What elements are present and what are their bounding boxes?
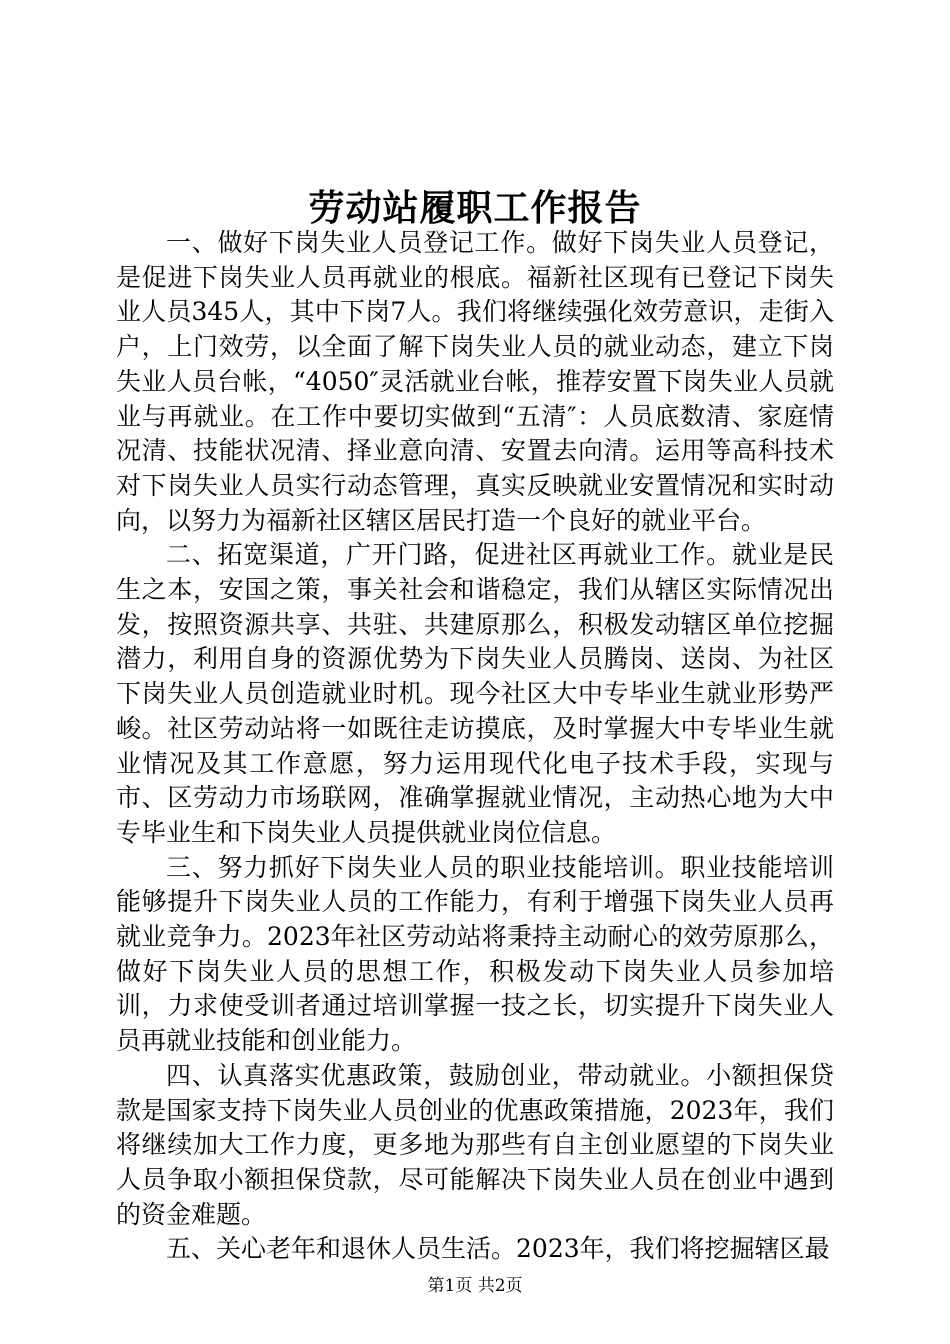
paragraph-1: 一、做好下岗失业人员登记工作。做好下岗失业人员登记，是促进下岗失业人员再就业的根底。福新社区现有已登记下岗失业人员345人，其中下岗7人。我们将继续强化效劳意识，走街入户，上门效劳，以全面了解下岗失业人员的就业动态，建立下岗失业人员台帐，“4050″灵活就业台帐，推荐安置下岗失业人员就业与再就业。在工作中要切实做到“五清″：人员底数清、家庭情况清、技能状况清、择业意向清、安置去向清。运用等高科技术对下岗失业人员实行动态管理，真实反映就业安置情况和实时动向，以努力为福新社区辖区居民打造一个良好的就业平台。 (116, 228, 834, 535)
page-footer: 第1页 共2页 (427, 1276, 523, 1296)
document-title: 劳动站履职工作报告 (308, 187, 642, 229)
paragraph-4: 四、认真落实优惠政策，鼓励创业，带动就业。小额担保贷款是国家支持下岗失业人员创业的优惠政策措施，2023年，我们将继续加大工作力度，更多地为那些有自主创业愿望的下岗失业人员争取小额担保贷款，尽可能解决下岗失业人员在创业中遇到的资金难题。 (116, 1060, 834, 1229)
paragraph-2: 二、拓宽渠道，广开门路，促进社区再就业工作。就业是民生之本，安国之策，事关社会和谐稳定，我们从辖区实际情况出发，按照资源共享、共驻、共建原那么，积极发动辖区单位挖掘潜力，利用自身的资源优势为下岗失业人员腾岗、送岗、为社区下岗失业人员创造就业时机。现今社区大中专毕业生就业形势严峻。社区劳动站将一如既往走访摸底，及时掌握大中专毕业生就业情况及其工作意愿，努力运用现代化电子技术手段，实现与市、区劳动力市场联网，准确掌握就业情况，主动热心地为大中专毕业生和下岗失业人员提供就业岗位信息。 (116, 540, 834, 847)
document-body (116, 226, 834, 1267)
paragraph-3: 三、努力抓好下岗失业人员的职业技能培训。职业技能培训能够提升下岗失业人员的工作能力，有利于增强下岗失业人员再就业竞争力。2023年社区劳动站将秉持主动耐心的效劳原那么，做好下岗失业人员的思想工作，积极发动下岗失业人员参加培训，力求使受训者通过培训掌握一技之长，切实提升下岗失业人员再就业技能和创业能力。 (116, 852, 834, 1056)
paragraph-5: 五、关心老年和退休人员生活。2023年，我们将挖掘辖区最 (166, 1234, 830, 1264)
